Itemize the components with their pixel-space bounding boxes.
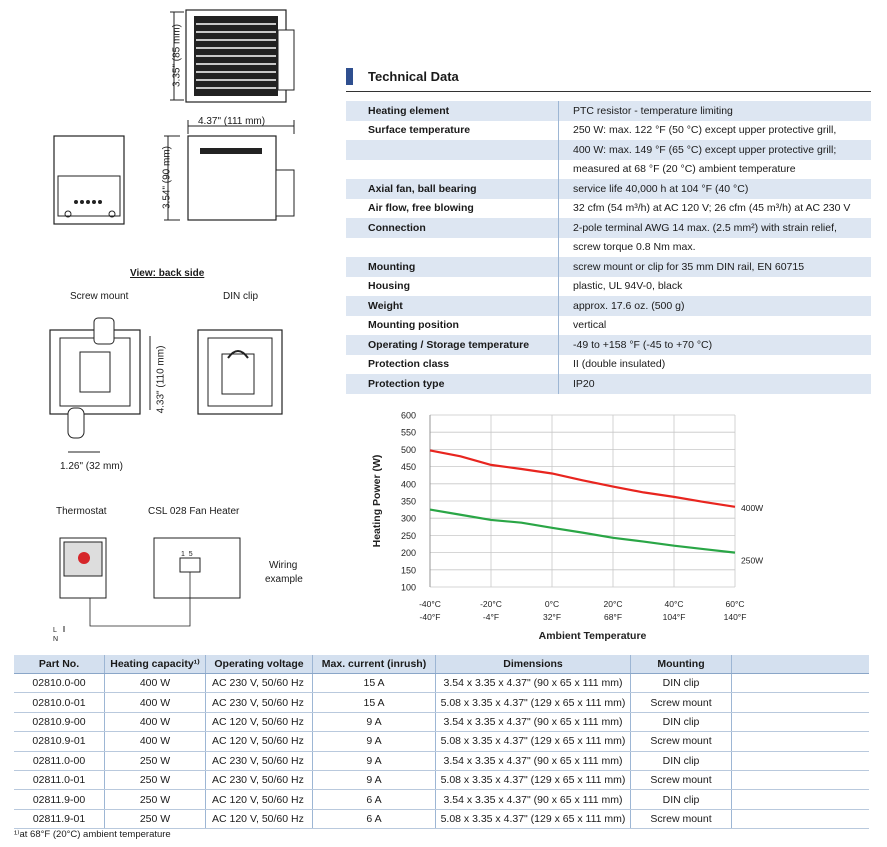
- table-cell: [732, 732, 870, 751]
- tech-key: [346, 238, 559, 258]
- din-clip-label: DIN clip: [223, 291, 259, 302]
- x-tick-label-f: 140°F: [723, 612, 747, 622]
- table-cell: AC 230 V, 50/60 Hz: [206, 693, 313, 712]
- tech-value: service life 40,000 h at 104 °F (40 °C): [559, 179, 872, 199]
- y-tick-label: 300: [400, 513, 416, 524]
- table-row: [14, 674, 869, 693]
- tech-value: vertical: [573, 319, 607, 332]
- tech-key: Weight: [346, 296, 559, 316]
- series-line-400W: [430, 450, 735, 506]
- table-cell: 3.54 x 3.35 x 4.37" (90 x 65 x 111 mm): [436, 790, 631, 809]
- table-row: [14, 712, 869, 731]
- table-row: [14, 751, 869, 770]
- table-cell: 15 A: [313, 674, 436, 693]
- wiring-label-2: example: [265, 574, 303, 585]
- x-tick-label-f: -4°F: [482, 612, 500, 622]
- tech-row: [346, 374, 871, 394]
- table-cell: [732, 751, 870, 770]
- tech-key: Protection type: [346, 374, 559, 394]
- dim-mount-width-label: 1.26" (32 mm): [60, 461, 124, 472]
- table-cell: DIN clip: [631, 674, 732, 693]
- wiring-drawing: [0, 516, 300, 646]
- table-cell: 9 A: [313, 712, 436, 731]
- table-cell: DIN clip: [631, 790, 732, 809]
- series-label-250W: 250W: [741, 555, 764, 566]
- x-tick-label-c: 0°C: [544, 599, 560, 609]
- dim-mount-height-label: 4.33" (110 mm): [155, 345, 167, 414]
- tech-key: [346, 160, 559, 180]
- column-header: Mounting: [631, 655, 732, 674]
- y-tick-label: 450: [400, 462, 416, 473]
- y-tick-label: 600: [400, 410, 416, 421]
- wiring-label-1: Wiring: [269, 560, 298, 571]
- table-cell: [732, 674, 870, 693]
- tech-value: IP20: [559, 374, 872, 394]
- tech-value: II (double insulated): [573, 358, 666, 371]
- table-cell: 6 A: [313, 809, 436, 828]
- table-cell: 5.08 x 3.35 x 4.37" (129 x 65 x 111 mm): [436, 732, 631, 751]
- table-row: [14, 790, 869, 809]
- tech-row: [346, 355, 871, 375]
- y-tick-label: 550: [400, 427, 416, 438]
- tech-value: 2-pole terminal AWG 14 max. (2.5 mm²) with strain relief,: [559, 218, 872, 238]
- table-row: [14, 732, 869, 751]
- section-marker: [346, 68, 353, 85]
- table-cell: 9 A: [313, 751, 436, 770]
- tech-value: plastic, UL 94V-0, black: [573, 280, 683, 293]
- y-axis-title: Heating Power (W): [371, 454, 383, 548]
- table-cell: 02810.0-01: [14, 693, 105, 712]
- tech-value: measured at 68 °F (20 °C) ambient temperature: [573, 163, 796, 176]
- terminal-numbers: 1 5: [181, 551, 193, 558]
- table-cell: AC 230 V, 50/60 Hz: [206, 674, 313, 693]
- column-header: Operating voltage: [206, 655, 313, 674]
- table-cell: 400 W: [105, 693, 206, 712]
- tech-row: [346, 140, 871, 160]
- y-tick-label: 500: [400, 444, 416, 455]
- table-cell: Screw mount: [631, 732, 732, 751]
- column-header: Dimensions: [436, 655, 631, 674]
- x-tick-label-f: 32°F: [542, 612, 562, 622]
- table-row: [14, 809, 869, 828]
- table-cell: 250 W: [105, 751, 206, 770]
- column-header: [732, 655, 870, 674]
- table-cell: 9 A: [313, 732, 436, 751]
- column-header: Heating capacity¹⁾: [105, 655, 206, 674]
- tech-value: 250 W: max. 122 °F (50 °C) except upper protective grill,: [573, 124, 837, 137]
- tech-value: screw torque 0.8 Nm max.: [573, 241, 696, 254]
- table-cell: 02811.0-01: [14, 770, 105, 789]
- thermostat-label: Thermostat: [56, 506, 107, 517]
- tech-row: [346, 199, 871, 219]
- tech-row: [346, 257, 871, 277]
- view-back-side-label: View: back side: [130, 268, 205, 279]
- x-tick-label-c: 20°C: [603, 599, 623, 609]
- mounting-drawing: [0, 300, 300, 470]
- x-axis-title: Ambient Temperature: [538, 630, 647, 642]
- tech-key: Surface temperature: [346, 121, 559, 141]
- title-rule: [346, 91, 871, 92]
- tech-row: [346, 101, 871, 121]
- tech-value: screw mount or clip for 35 mm DIN rail, EN 60715: [559, 257, 872, 277]
- table-cell: [732, 809, 870, 828]
- tech-key: Operating / Storage temperature: [346, 335, 559, 355]
- table-cell: AC 230 V, 50/60 Hz: [206, 751, 313, 770]
- table-cell: [732, 770, 870, 789]
- tech-row: [346, 160, 871, 180]
- table-cell: 02811.0-00: [14, 751, 105, 770]
- x-tick-label-c: -40°C: [419, 599, 441, 609]
- dim-height-label: 3.35" (85 mm): [171, 24, 183, 88]
- y-tick-label: 100: [400, 582, 416, 593]
- table-cell: 5.08 x 3.35 x 4.37" (129 x 65 x 111 mm): [436, 809, 631, 828]
- table-cell: 3.54 x 3.35 x 4.37" (90 x 65 x 111 mm): [436, 751, 631, 770]
- table-cell: [732, 790, 870, 809]
- table-cell: 3.54 x 3.35 x 4.37" (90 x 65 x 111 mm): [436, 674, 631, 693]
- table-cell: 02811.9-00: [14, 790, 105, 809]
- tech-row: [346, 316, 871, 336]
- table-cell: 02810.9-01: [14, 732, 105, 751]
- table-cell: AC 120 V, 50/60 Hz: [206, 809, 313, 828]
- table-cell: [732, 693, 870, 712]
- table-cell: 250 W: [105, 770, 206, 789]
- table-cell: Screw mount: [631, 770, 732, 789]
- tech-row: [346, 121, 871, 141]
- tech-value: PTC resistor - temperature limiting: [559, 101, 872, 121]
- x-tick-label-c: 60°C: [725, 599, 745, 609]
- x-tick-label-c: 40°C: [664, 599, 684, 609]
- table-cell: 02810.9-00: [14, 712, 105, 731]
- table-row: [14, 770, 869, 789]
- x-tick-label-f: 68°F: [603, 612, 623, 622]
- x-tick-label-c: -20°C: [480, 599, 502, 609]
- y-tick-label: 200: [400, 548, 416, 559]
- table-cell: AC 120 V, 50/60 Hz: [206, 790, 313, 809]
- product-table: [14, 655, 869, 829]
- table-row: [14, 693, 869, 712]
- tech-value: approx. 17.6 oz. (500 g): [559, 296, 872, 316]
- table-cell: DIN clip: [631, 751, 732, 770]
- tech-row: [346, 238, 871, 258]
- tech-value: -49 to +158 °F (-45 to +70 °C): [559, 335, 872, 355]
- table-cell: 02810.0-00: [14, 674, 105, 693]
- tech-row: [346, 218, 871, 238]
- dim-depth-label: 3.54" (90 mm): [161, 146, 173, 210]
- technical-data-table: [346, 101, 871, 394]
- table-cell: AC 230 V, 50/60 Hz: [206, 770, 313, 789]
- tech-key: Housing: [346, 277, 559, 297]
- column-header: Max. current (inrush): [313, 655, 436, 674]
- tech-key: Protection class: [346, 355, 559, 375]
- table-cell: AC 120 V, 50/60 Hz: [206, 732, 313, 751]
- x-tick-label-f: 104°F: [662, 612, 686, 622]
- screw-mount-label: Screw mount: [70, 291, 129, 302]
- table-cell: AC 120 V, 50/60 Hz: [206, 712, 313, 731]
- tech-key: Heating element: [346, 101, 559, 121]
- fan-heater-label: CSL 028 Fan Heater: [148, 506, 240, 517]
- tech-key: Mounting: [346, 257, 559, 277]
- tech-key: [346, 140, 559, 160]
- footnote: ¹⁾at 68°F (20°C) ambient temperature: [14, 829, 171, 840]
- table-cell: 400 W: [105, 712, 206, 731]
- tech-row: [346, 179, 871, 199]
- table-cell: Screw mount: [631, 809, 732, 828]
- table-cell: [732, 712, 870, 731]
- tech-key: Connection: [346, 218, 559, 238]
- heating-power-chart: [340, 405, 880, 650]
- tech-value: 400 W: max. 149 °F (65 °C) except upper protective grill;: [559, 140, 872, 160]
- table-cell: 250 W: [105, 809, 206, 828]
- y-tick-label: 350: [400, 496, 416, 507]
- table-cell: 5.08 x 3.35 x 4.37" (129 x 65 x 111 mm): [436, 770, 631, 789]
- tech-key: Mounting position: [346, 316, 559, 336]
- table-cell: 400 W: [105, 732, 206, 751]
- table-cell: 3.54 x 3.35 x 4.37" (90 x 65 x 111 mm): [436, 712, 631, 731]
- table-cell: DIN clip: [631, 712, 732, 731]
- x-tick-label-f: -40°F: [419, 612, 441, 622]
- table-cell: 250 W: [105, 790, 206, 809]
- tech-row: [346, 335, 871, 355]
- technical-data-title: Technical Data: [368, 69, 459, 84]
- dim-width-label: 4.37" (111 mm): [198, 116, 266, 127]
- series-line-250W: [430, 510, 735, 553]
- terminal-n-label: N: [53, 636, 59, 643]
- y-tick-label: 150: [400, 565, 416, 576]
- tech-key: Air flow, free blowing: [346, 199, 559, 219]
- table-cell: 6 A: [313, 790, 436, 809]
- table-cell: 400 W: [105, 674, 206, 693]
- table-cell: 02811.9-01: [14, 809, 105, 828]
- y-tick-label: 400: [400, 479, 416, 490]
- terminal-l-label: L: [53, 627, 57, 634]
- tech-value: 32 cfm (54 m³/h) at AC 120 V; 26 cfm (45 m³/h) at AC 230 V: [573, 202, 851, 215]
- table-cell: 9 A: [313, 770, 436, 789]
- tech-row: [346, 277, 871, 297]
- tech-key: Axial fan, ball bearing: [346, 179, 559, 199]
- y-tick-label: 250: [400, 530, 416, 541]
- table-cell: 15 A: [313, 693, 436, 712]
- column-header: Part No.: [14, 655, 105, 674]
- table-cell: 5.08 x 3.35 x 4.37" (129 x 65 x 111 mm): [436, 693, 631, 712]
- series-label-400W: 400W: [741, 502, 764, 513]
- tech-row: [346, 296, 871, 316]
- table-cell: Screw mount: [631, 693, 732, 712]
